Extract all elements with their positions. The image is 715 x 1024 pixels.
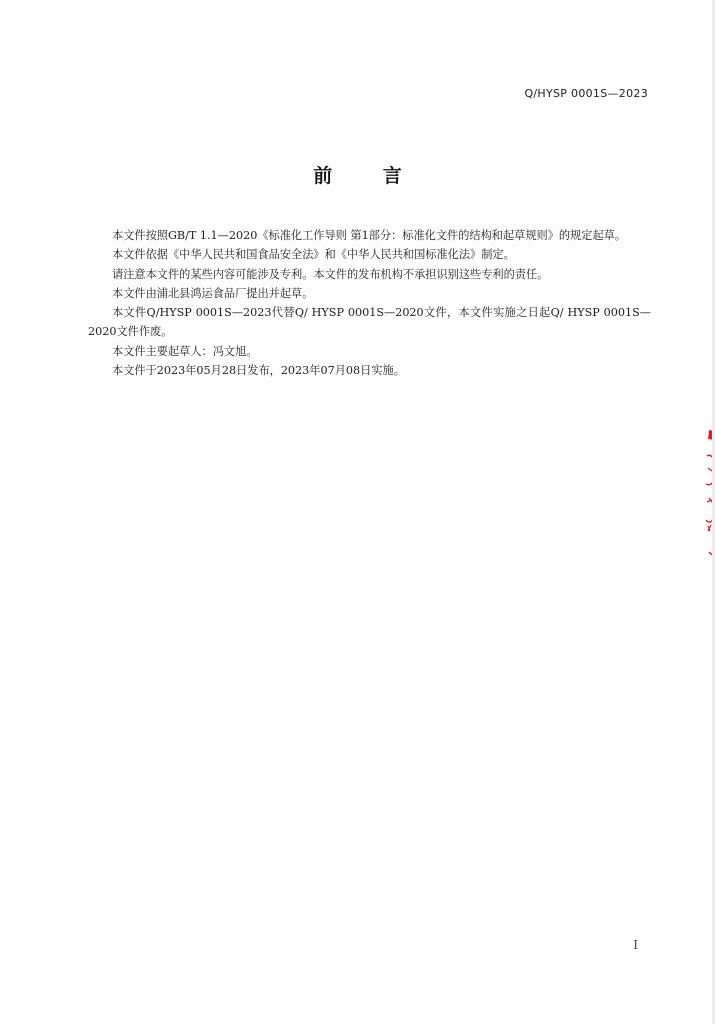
paragraph-drafting-rules: 本文件按照GB/T 1.1—2020《标准化工作导则 第1部分：标准化文件的结构和起草规则》的规定起草。 [112, 229, 627, 242]
paragraph-replacement: 本文件Q/HYSP 0001S—2023代替Q/ HYSP 0001S—2020文件，本文件实施之日起Q/ HYSP 0001S—2020文件作废。 [88, 306, 651, 339]
paragraph-proposer: 本文件由浦北县鸿运食品厂提出并起草。 [112, 286, 314, 300]
paragraph-dates: 本文件于2023年05月28日发布，2023年07月08日实施。 [112, 364, 405, 378]
section-title: 前 言 [313, 165, 424, 187]
paragraph-patent-notice: 请注意本文件的某些内容可能涉及专利。本文件的发布机构不承担识别这些专利的责任。 [112, 267, 549, 281]
paragraph-drafter: 本文件主要起草人：冯文旭。 [112, 344, 258, 358]
paragraph-legal-basis: 本文件依据《中华人民共和国食品安全法》和《中华人民共和国标准化法》制定。 [112, 248, 515, 262]
page-number: I [633, 938, 638, 952]
document-code: Q/HYSP 0001S—2023 [524, 87, 648, 100]
foreword-body [88, 226, 651, 380]
